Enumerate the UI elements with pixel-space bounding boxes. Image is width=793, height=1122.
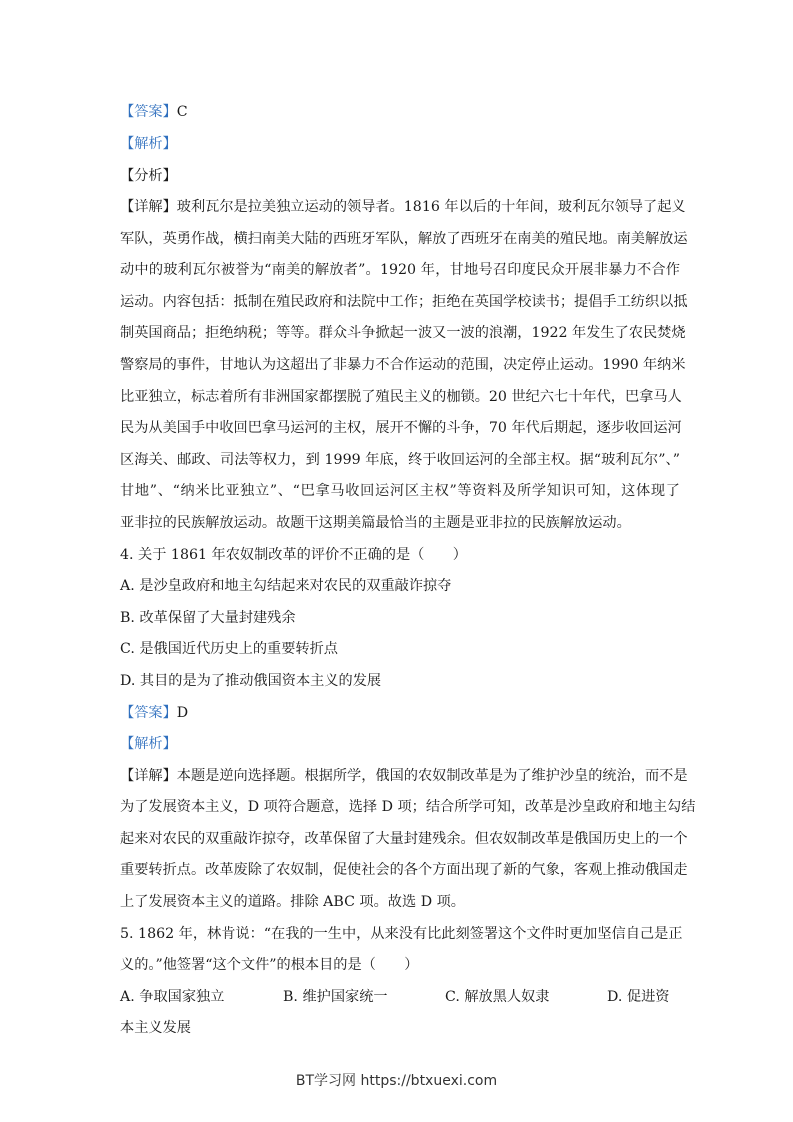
q4-detail-line: 【详解】本题是逆向选择题。根据所学，俄国的农奴制改革是为了维护沙皇的统治，而不是 [120, 768, 688, 784]
q4-detail-line: 上了发展资本主义的道路。排除 ABC 项。故选 D 项。 [120, 894, 465, 910]
q4-option-b: B. 改革保留了大量封建残余 [120, 610, 296, 626]
q4-option-d: D. 其目的是为了推动俄国资本主义的发展 [120, 673, 382, 689]
q3-detail-line: 动中的玻利瓦尔被誉为“南美的解放者”。1920 年，甘地号召印度民众开展非暴力不合作 [120, 262, 680, 278]
footer-watermark: BT学习网 https://btxuexi.com [295, 1073, 498, 1089]
answer-tag: 【答案】 [120, 104, 177, 120]
q4-detail-line: 重要转折点。改革废除了农奴制，促使社会的各个方面出现了新的气象，客观上推动俄国走 [120, 862, 688, 878]
q4-answer-line [120, 703, 680, 723]
analysis-tag: 【解析】 [120, 136, 177, 152]
q3-detail-line: 【详解】玻利瓦尔是拉美独立运动的领导者。1816 年以后的十年间，玻利瓦尔领导了起义 [120, 199, 686, 215]
q5-option-a: A. 争取国家独立 [120, 989, 225, 1005]
q5-question-line: 5. 1862 年，林肯说：“在我的一生中，从来没有比此刻签署这个文件时更加坚信自己是正 [120, 926, 683, 942]
q5-options-row [120, 987, 680, 1007]
fenxi-tag: 【分析】 [120, 168, 177, 184]
q3-detail-line: 甘地”、“纳米比亚独立”、“巴拿马收回运河区主权”等资料及所学知识可知，这体现了 [120, 483, 680, 499]
q5-option-d: D. 促进资 [607, 989, 670, 1005]
q4-detail-line: 起来对农民的双重敲诈掠夺，改革保留了大量封建残余。但农奴制改革是俄国历史上的一个 [120, 831, 688, 847]
q3-detail-line: 制英国商品；拒绝纳税；等等。群众斗争掀起一波又一波的浪潮，1922 年发生了农民焚烧 [120, 325, 686, 341]
q3-detail-line: 比亚独立，标志着所有非洲国家都摆脱了殖民主义的枷锁。20 世纪六七十年代，巴拿马人 [120, 389, 682, 405]
q4-option-a: A. 是沙皇政府和地主勾结起来对农民的双重敲诈掠夺 [120, 578, 452, 594]
answer-value: D [176, 705, 189, 721]
q5-option-b: B. 维护国家统一 [283, 989, 388, 1005]
q3-detail-line: 警察局的事件，甘地认为这超出了非暴力不合作运动的范围，决定停止运动。1990 年纳米 [120, 357, 686, 373]
q5-question-line: 义的。”他签署“这个文件”的根本目的是（ ） [120, 957, 419, 973]
q5-option-continuation: 本主义发展 [120, 1020, 191, 1036]
q4-option-c: C. 是俄国近代历史上的重要转折点 [120, 641, 338, 657]
answer-value: C [176, 104, 188, 120]
q4-question: 4. 关于 1861 年农奴制改革的评价不正确的是（ ） [120, 547, 467, 563]
q3-detail-line: 军队，英勇作战，横扫南美大陆的西班牙军队，解放了西班牙在南美的殖民地。南美解放运 [120, 231, 688, 247]
detail-tag: 【详解】 [120, 199, 177, 215]
q3-detail-line: 运动。内容包括：抵制在殖民政府和法院中工作；拒绝在英国学校读书；提倡手工纺织以抵 [120, 294, 688, 310]
answer-tag: 【答案】 [120, 705, 177, 721]
q4-detail-line: 为了发展资本主义，D 项符合题意，选择 D 项；结合所学可知，改革是沙皇政府和地主勾结 [120, 799, 696, 815]
q5-option-c: C. 解放黑人奴隶 [445, 989, 550, 1005]
q3-detail-line: 亚非拉的民族解放运动。故题干这期美篇最恰当的主题是亚非拉的民族解放运动。 [120, 515, 631, 531]
q3-answer-line [120, 102, 680, 122]
q3-detail-line: 民为从美国手中收回巴拿马运河的主权，展开不懈的斗争，70 年代后期起，逐步收回运河 [120, 420, 682, 436]
analysis-tag: 【解析】 [120, 736, 177, 752]
detail-tag: 【详解】 [120, 768, 177, 784]
q3-detail-line: 区海关、邮政、司法等权力，到 1999 年底，终于收回运河的全部主权。据“玻利瓦尔”、” [120, 452, 680, 468]
